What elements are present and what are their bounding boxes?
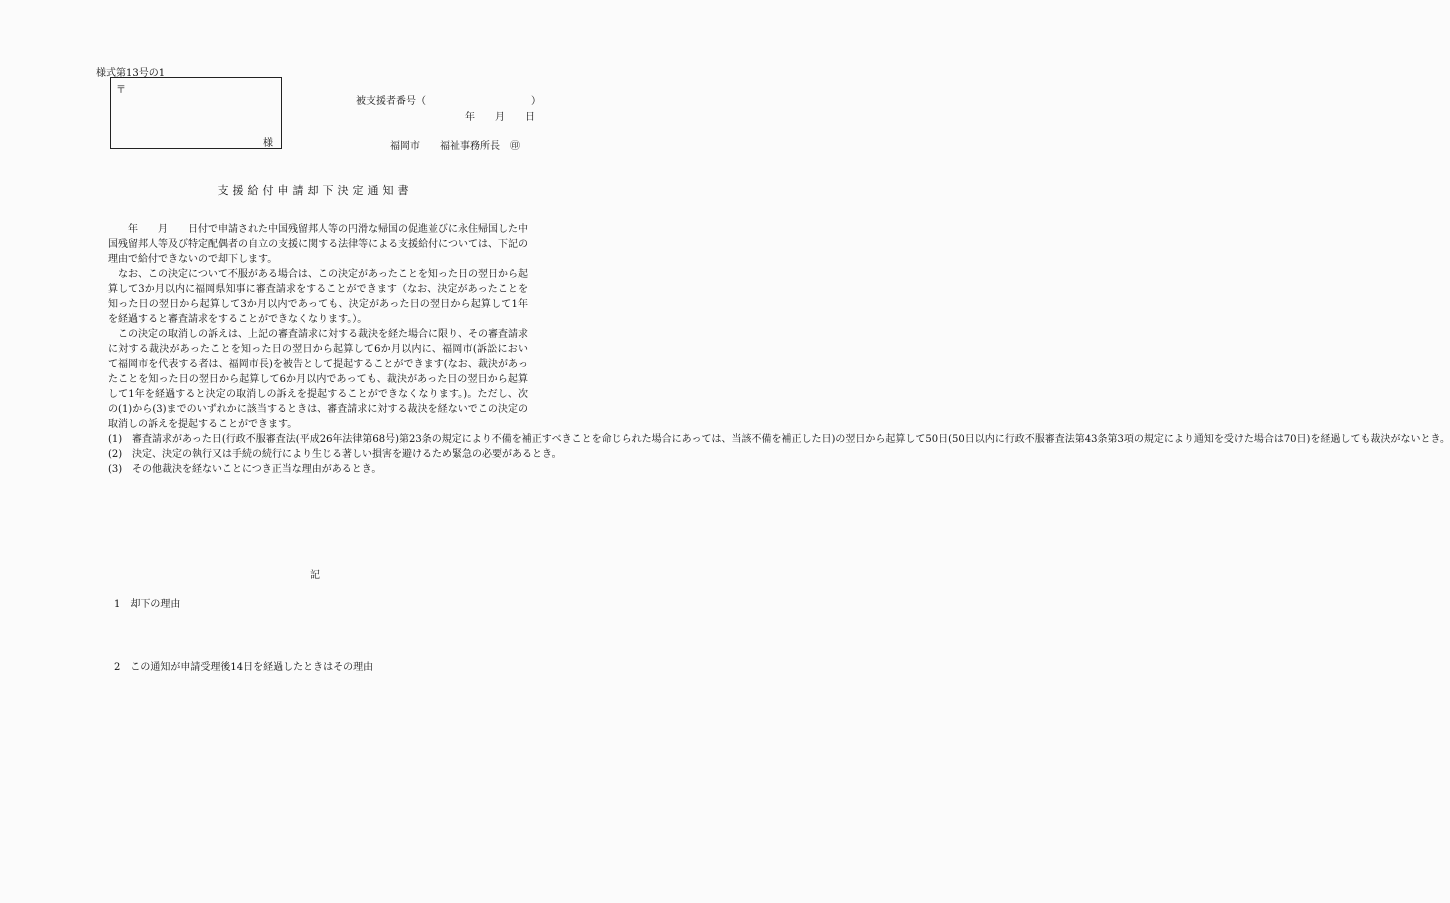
- list-item: [108, 447, 562, 462]
- issue-date: 年 月 日: [465, 112, 535, 123]
- list-item-number: (2): [108, 449, 123, 460]
- honorific-sama: 様: [263, 138, 273, 149]
- notice-body: [108, 222, 1450, 477]
- issuer: 福岡市 福祉事務所長 ㊞: [390, 141, 520, 152]
- address-box: [110, 77, 282, 149]
- list-item-text: その他裁決を経ないことにつき正当な理由があるとき。: [132, 464, 382, 475]
- recipient-number-close: ）: [531, 96, 541, 107]
- list-item: [108, 462, 528, 477]
- recipient-number-label: 被支援者番号（: [356, 96, 426, 107]
- list-item: [108, 432, 1450, 447]
- list-item-text: 審査請求があった日(行政不服審査法(平成26年法律第68号)第23条の規定により不備を補正すべきことを命じられた場合にあっては、当該不備を補正した日)の翌日から起算して50日(50日以内に行政不服審査法第43条第3項の規定により通知を受けた場合は70日)を経過しても裁決がないとき。: [132, 434, 1450, 445]
- reason-delay: 2 この通知が申請受理後14日を経過したときはその理由: [114, 662, 374, 673]
- document-title: 支援給付申請却下決定通知書: [217, 184, 413, 197]
- reason-rejection: 1 却下の理由: [114, 599, 181, 610]
- paragraph-appeal: なお、この決定について不服がある場合は、この決定があったことを知った日の翌日から起算して3か月以内に福岡県知事に審査請求をすることができます（なお、決定があったことを知った日の翌日から起算して3か月以内であっても、決定があった日の翌日から起算して1年を経過すると審査請求をすることができなくなります。）。: [108, 269, 528, 325]
- form-number: 様式第13号の1: [96, 68, 166, 79]
- list-item-number: (1): [108, 434, 123, 445]
- paragraph-lawsuit: この決定の取消しの訴えは、上記の審査請求に対する裁決を経た場合に限り、その審査請求に対する裁決があったことを知った日の翌日から起算して6か月以内に、福岡市(訴訟において福岡市を代表する者は、福岡市長)を被告として提起することができます(なお、裁決があったことを知った日の翌日から起算して6か月以内であっても、裁決があった日の翌日から起算して1年を経過すると決定の取消しの訴えを提起することができなくなります。)。ただし、次の(1)から(3)までのいずれかに該当するときは、審査請求に対する裁決を経ないでこの決定の取消しの訴えを提起することができます。: [108, 329, 528, 430]
- list-item-text: 決定、決定の執行又は手続の続行により生じる著しい損害を避けるため緊急の必要があるとき。: [132, 449, 562, 460]
- postal-mark: 〒: [116, 85, 126, 96]
- paragraph-application: 年 月 日付で申請された中国残留邦人等の円滑な帰国の促進並びに永住帰国した中国残留邦人等及び特定配偶者の自立の支援に関する法律等による支援給付については、下記の理由で給付できないので却下します。: [108, 224, 528, 265]
- list-item-number: (3): [108, 464, 123, 475]
- ki-heading: 記: [310, 570, 320, 581]
